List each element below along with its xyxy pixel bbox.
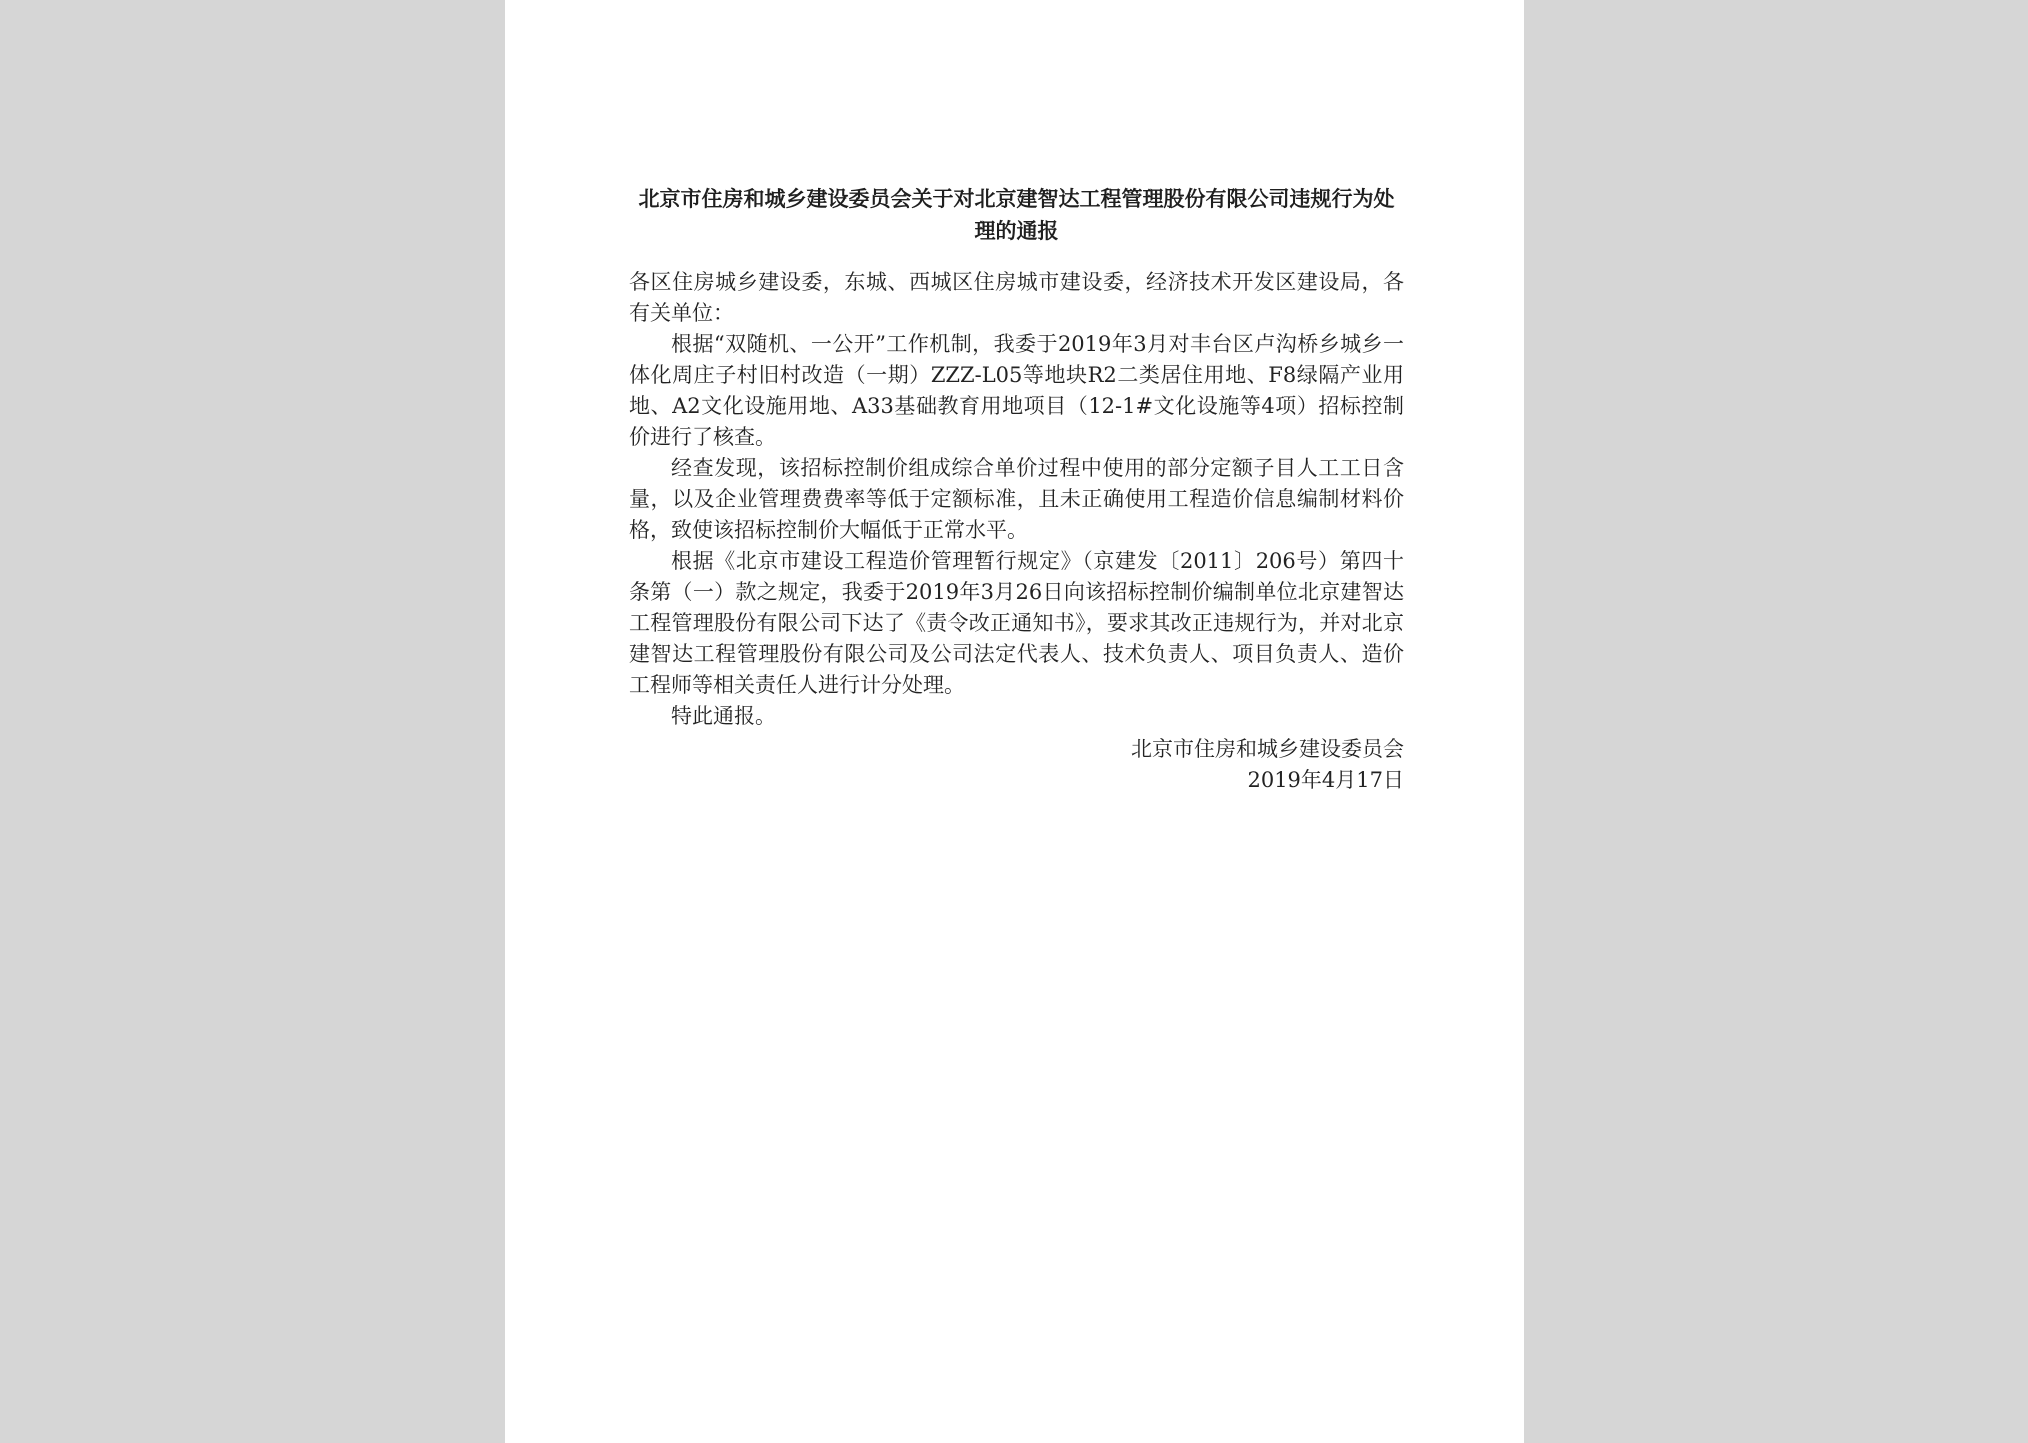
addressee: 各区住房城乡建设委，东城、西城区住房城市建设委，经济技术开发区建设局，各有关单位： — [629, 270, 1404, 325]
signature-block — [629, 734, 1404, 796]
signature-organization: 北京市住房和城乡建设委员会 — [1131, 737, 1404, 761]
document-title: 北京市住房和城乡建设委员会关于对北京建智达工程管理股份有限公司违规行为处理的通报 — [638, 187, 1395, 243]
paragraph-2: 经查发现，该招标控制价组成综合单价过程中使用的部分定额子目人工工日含量，以及企业管理费费率等低于定额标准，且未正确使用工程造价信息编制材料价格，致使该招标控制价大幅低于正常水平。 — [629, 456, 1404, 542]
paragraph-3: 根据《北京市建设工程造价管理暂行规定》（京建发〔2011〕206号）第四十条第（一）款之规定，我委于2019年3月26日向该招标控制价编制单位北京建智达工程管理股份有限公司下达了《责令改正通知书》，要求其改正违规行为，并对北京建智达工程管理股份有限公司及公司法定代表人、技术负责人、项目负责人、造价工程师等相关责任人进行计分处理。 — [629, 549, 1404, 697]
paragraph-1: 根据“双随机、一公开”工作机制，我委于2019年3月对丰台区卢沟桥乡城乡一体化周庄子村旧村改造（一期）ZZZ-L05等地块R2二类居住用地、F8绿隔产业用地、A2文化设施用地、A33基础教育用地项目（12-1#文化设施等4项）招标控制价进行了核查。 — [629, 332, 1404, 449]
signature-date: 2019年4月17日 — [1247, 768, 1404, 792]
page-content — [629, 183, 1404, 796]
document-page — [505, 0, 1524, 1443]
paragraph-closing: 特此通报。 — [671, 704, 776, 728]
